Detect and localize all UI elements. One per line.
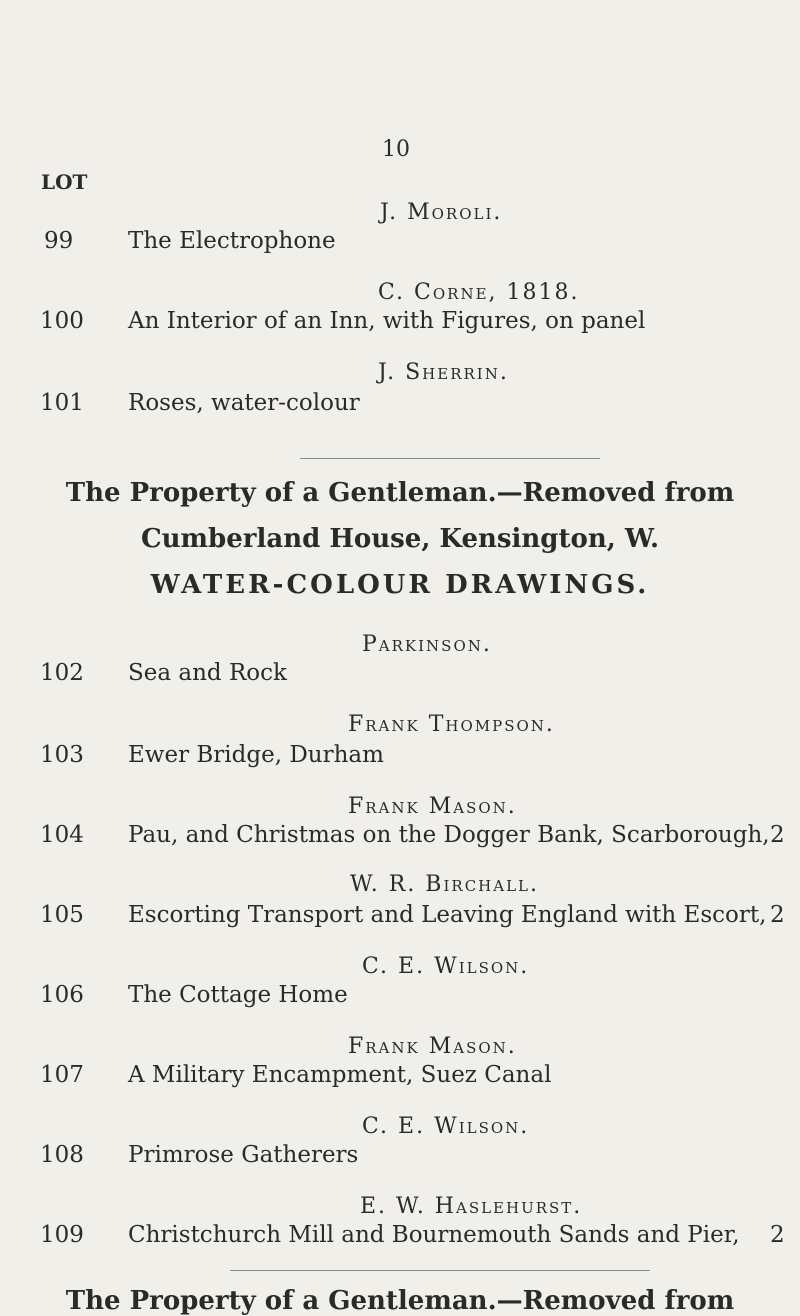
lot-title: Pau, and Christmas on the Dogger Bank, Scarborough, [128,822,770,848]
lot-quantity: 2 [770,902,785,928]
lot-title: The Cottage Home [128,982,348,1008]
artist-name: C. E. Wilson. [362,1114,530,1139]
artist-name: E. W. Haslehurst. [360,1194,583,1219]
lot-number: 108 [40,1142,84,1168]
artist-name: C. Corne, 1818. [378,280,580,305]
divider [300,458,600,459]
lot-number: 105 [40,902,84,928]
lot-title: Roses, water-colour [128,390,360,416]
artist-name: C. E. Wilson. [362,954,530,979]
section-heading: The Property of a Gentleman.—Removed from [65,478,735,508]
artist-name: Frank Mason. [348,1034,517,1059]
lot-title: Primrose Gatherers [128,1142,359,1168]
artist-name: Frank Thompson. [348,712,555,737]
lot-number: 106 [40,982,84,1008]
artist-name: J. Moroli. [380,200,503,225]
section-subheading: Cumberland House, Kensington, W. [140,524,660,554]
lot-title: Sea and Rock [128,660,287,686]
lot-number: 109 [40,1222,84,1248]
artist-name: W. R. Birchall. [350,872,539,897]
artist-name: J. Sherrin. [378,360,509,385]
lot-title: Christchurch Mill and Bournemouth Sands and Pier, [128,1222,740,1248]
section-category: WATER-COLOUR DRAWINGS. [150,570,650,600]
lot-quantity: 2 [770,822,785,848]
lot-title: The Electrophone [128,228,336,254]
section-heading: The Property of a Gentleman.—Removed from [65,1286,735,1316]
lot-number: 101 [40,390,84,416]
lot-title: A Military Encampment, Suez Canal [128,1062,552,1088]
artist-name: Frank Mason. [348,794,517,819]
lot-title: Escorting Transport and Leaving England with Escort, [128,902,767,928]
lot-title: Ewer Bridge, Durham [128,742,384,768]
lot-number: 102 [40,660,84,686]
artist-name: Parkinson. [362,632,492,657]
page-number: 10 [382,137,410,162]
lot-number: 99 [44,228,74,254]
lot-number: 100 [40,308,84,334]
lot-title: An Interior of an Inn, with Figures, on panel [128,308,646,334]
lot-column-header: LOT [41,170,88,194]
lot-quantity: 2 [770,1222,785,1248]
lot-number: 104 [40,822,84,848]
lot-number: 107 [40,1062,84,1088]
lot-number: 103 [40,742,84,768]
divider [230,1270,650,1271]
